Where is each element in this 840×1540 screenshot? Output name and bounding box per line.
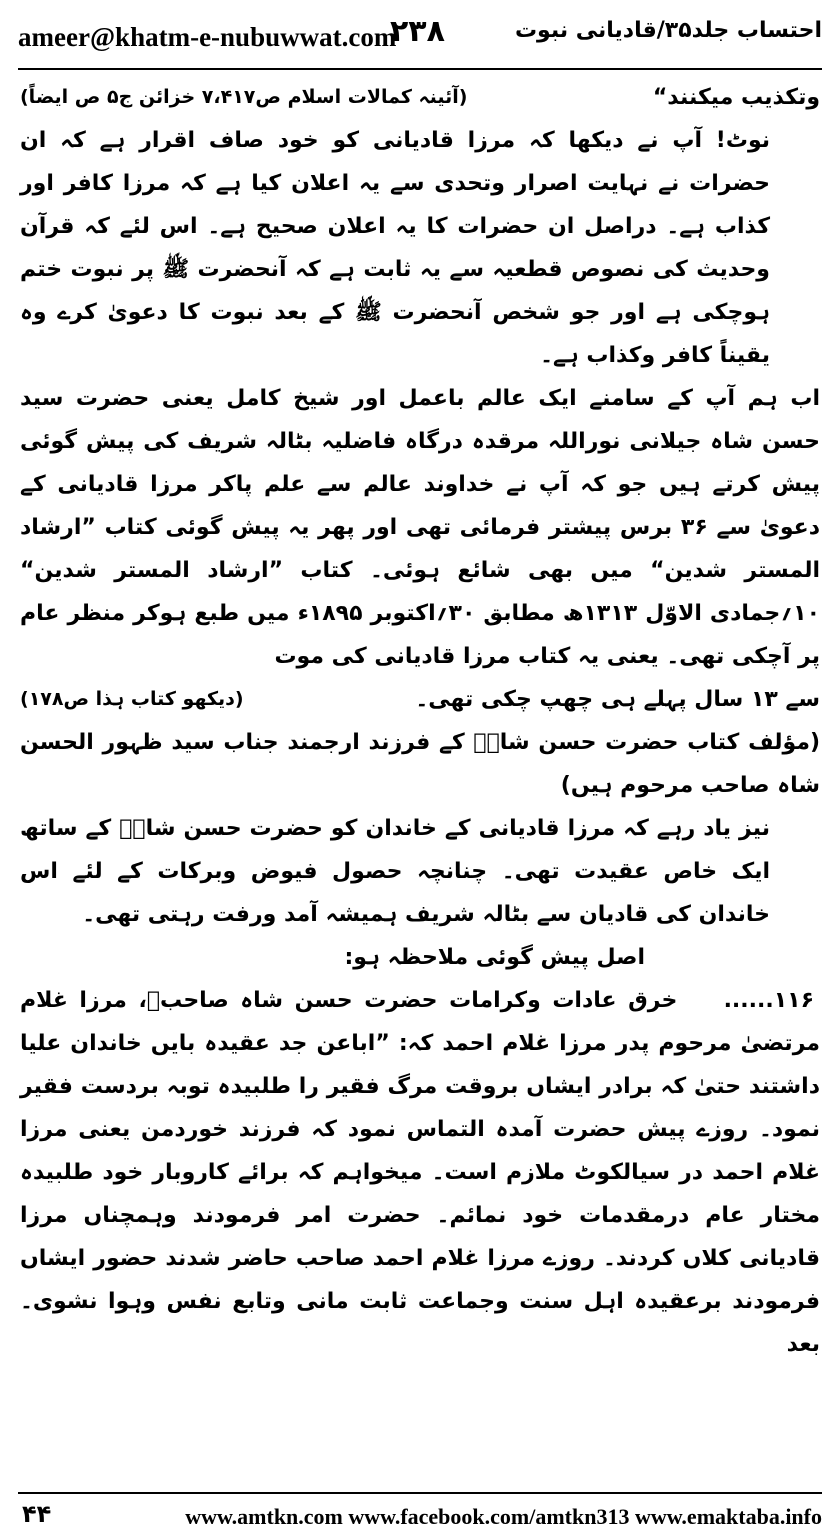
reference-citation: (آئینہ کمالات اسلام ص۷،۴۱۷ خزائن ج۵ ص ایضاً): [20, 86, 468, 108]
page-body: [20, 76, 820, 1366]
footer-links[interactable]: www.amtkn.com www.facebook.com/amtkn313 www.emaktaba.info: [185, 1504, 822, 1529]
header-page-number: ۲۳۸: [390, 14, 445, 49]
header-divider: [18, 68, 822, 70]
footer-page-number: ۴۴: [22, 1500, 52, 1528]
reference-line: [20, 76, 820, 119]
section-heading: اصل پیش گوئی ملاحظہ ہو:: [344, 945, 645, 970]
paragraph-prophecy-last-line: [20, 678, 820, 721]
paragraph-family-devotion: نیز یاد رہے کہ مرزا قادیانی کے خاندان کو حضرت حسن شاہؒ کے ساتھ ایک خاص عقیدت تھی۔ چنانچہ حصول فیوض وبرکات کے لئے اس خاندان کی قادیان سے بٹالہ شریف ہمیشہ آمد ورفت رہتی تھی۔: [20, 816, 770, 927]
page-header: [18, 14, 822, 62]
paragraph-note: نوٹ! آپ نے دیکھا کہ مرزا قادیانی کو خود صاف اقرار ہے کہ ان حضرات نے نہایت اصرار وتحدی سے یہ اعلان کیا ہے کہ مرزا کافر اور کذاب ہے۔ دراصل ان حضرات کا یہ اعلان صحیح ہے۔ اس لئے کہ قرآن وحدیث کی نصوص قطعیہ سے یہ ثابت ہے کہ آنحضرت ﷺ پر نبوت ختم ہوچکی ہے اور جو شخص آنحضرت ﷺ کے بعد نبوت کا دعویٰ کرے وہ یقیناً کافر وکذاب ہے۔: [20, 128, 770, 368]
header-book-title: احتساب جلد۳۵/قادیانی نبوت: [514, 18, 822, 43]
paragraph-prophecy-intro: اب ہم آپ کے سامنے ایک عالم باعمل اور شیخ کامل یعنی حضرت سید حسن شاہ جیلانی نوراللہ مرقدہ درگاہ فاضلیہ بٹالہ شریف کی پیش گوئی پیش کرتے ہیں جو کہ آپ نے خداوند عالم سے علم پاکر مرزا قادیانی کے دعویٰ سے ۳۶ برس پیشتر فرمائی تھی اور پھر یہ پیش گوئی کتاب ”ارشاد المستر شدین“ میں بھی شائع ہوئی۔ کتاب ”ارشاد المستر شدین“ ۱۰؍جمادی الاوّل ۱۳۱۳ھ مطابق ۳۰؍اکتوبر ۱۸۹۵ء میں طبع ہوکر منظر عام پر آچکی تھی۔ یعنی یہ کتاب مرزا قادیانی کی موت: [20, 386, 820, 669]
prophecy-last-text: سے ۱۳ سال پہلے ہی چھپ چکی تھی۔: [415, 687, 820, 712]
prophecy-citation: (دیکھو کتاب ہذا ص۱۷۸): [20, 688, 244, 710]
paragraph-item-116: [20, 979, 820, 1366]
footer-divider: [18, 1492, 822, 1494]
paragraph-author-note: (مؤلف کتاب حضرت حسن شاہؒ کے فرزند ارجمند جناب سید ظہور الحسن شاہ صاحب مرحوم ہیں): [20, 730, 820, 798]
item-number: ۱۱۶......: [723, 988, 815, 1013]
reference-text: وتکذیب میکنند“: [652, 85, 820, 110]
header-email[interactable]: ameer@khatm-e-nubuwwat.com: [18, 22, 397, 52]
item-text: خرق عادات وکرامات حضرت حسن شاہ صاحبؒ، مرزا غلام مرتضیٰ مرحوم پدر مرزا غلام احمد کہ: ”اباعن جد عقیدہ بایں خاندان علیا داشتند حتیٰ کہ برادر ایشاں بروقت مرگ فقیر را طلبیدہ توبہ بردست فقیر نمود۔ روزے پیش حضرت آمدہ التماس نمود کہ فرزند خوردمن یعنی مرزا غلام احمد در سیالکوٹ ملازم است۔ میخواہم کہ برائے کاروبار خود طلبیدہ مختار عام درمقدمات خود نمائم۔ حضرت امر فرمودند وہمچناں مرزا قادیانی کلاں کردند۔ روزے مرزا غلام احمد صاحب حاضر شدند حضور ایشاں فرمودند برعقیدہ اہل سنت وجماعت ثابت مانی وتابع نفس وہوا نشوی۔ بعد: [20, 988, 820, 1357]
page-footer: [18, 1500, 822, 1534]
